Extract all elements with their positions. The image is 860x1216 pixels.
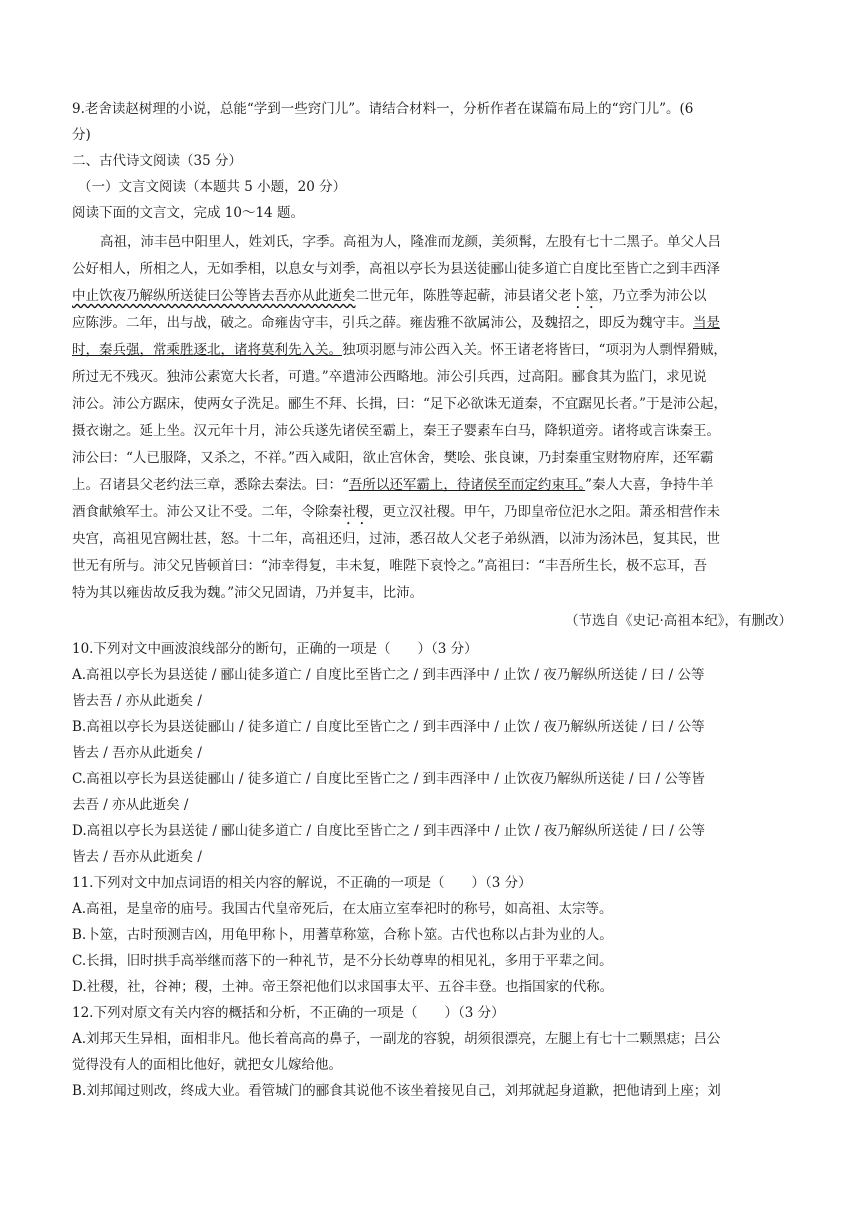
passage-source: （节选自《史记·高祖本纪》，有删改） xyxy=(564,613,792,629)
passage-line: 世无有所与。沛父兄皆顿首曰：“沛幸得复，丰未复，唯陛下哀怜之。”高祖曰：“丰吾所生长，极不忘耳，吾 xyxy=(72,558,707,574)
q9-line2: 分) xyxy=(72,127,91,143)
passage-line: 高祖，沛丰邑中阳里人，姓刘氏，字季。高祖为人，隆准而龙颜，美须髯，左股有七十二黑子。单父人吕 xyxy=(100,234,721,250)
option-c-cont: 去吾 / 亦从此逝矣 / xyxy=(72,797,189,813)
option-d: D.社稷，社，谷神；稷，土神。帝王祭祀他们以求国事太平、五谷丰登。也指国家的代称。 xyxy=(72,979,614,995)
dotted-term-sheji: 社稷 xyxy=(342,504,369,520)
question-stem: 12.下列对原文有关内容的概括和分析，不正确的一项是（ ）（3 分） xyxy=(72,1005,505,1021)
passage-line: 摄衣谢之。延上坐。汉元年十月，沛公兵遂先诸侯至霸上，秦王子婴素车白马，降轵道旁。诸将或言诛秦王。 xyxy=(72,423,720,439)
passage-text: ，更立汉社稷。甲午，乃即皇帝位汜水之阳。萧丞相营作未 xyxy=(369,504,720,520)
passage-text: 上。召诸县父老约法三章，悉除去秦法。曰：“ xyxy=(72,477,349,493)
underlined-text: 当是 xyxy=(693,315,720,331)
passage-text: 公好相人，所相之人，无如季相，以息女与刘季，高祖以亭长为县送徒郦山徒多道亡自度比至皆亡之到丰西泽 xyxy=(72,261,720,277)
passage-line: 沛公。沛公方踞床，使两女子洗足。郦生不拜、长揖，曰：“足下必欲诛无道秦，不宜踞见长者。”于是沛公起， xyxy=(72,396,728,412)
passage-line: 沛公曰：“人已服降，又杀之，不祥。”西入咸阳，欲止宫休舍，樊哙、张良谏，乃封秦重宝财物府库，还军霸 xyxy=(72,450,714,466)
question-stem: 10.下列对文中画波浪线部分的断句，正确的一项是（ ）（3 分） xyxy=(72,641,478,657)
passage-line xyxy=(72,499,792,528)
passage-text: ，乃立季为沛公以 xyxy=(598,288,707,304)
option-b-cont: 皆去 / 吾亦从此逝矣 / xyxy=(72,745,202,761)
passage-text: 二世元年，陈胜等起蕲，沛县诸父老 xyxy=(355,288,572,304)
passage-line xyxy=(72,283,792,312)
q9-line1: 9.老舍读赵树理的小说，总能“学到一些窍门儿”。请结合材料一，分析作者在谋篇布局上的“窍门儿”。(6 xyxy=(72,101,694,117)
passage-line xyxy=(72,337,792,363)
dotted-term-bushi: 卜筮 xyxy=(571,288,599,304)
section2-title: 二、古代诗文阅读（35 分） xyxy=(72,153,242,169)
option-b: B.高祖以亭长为县送徒郦山 / 徒多道亡 / 自度比至皆亡之 / 到丰西泽中 / 止饮 / 夜乃解纵所送徒 / 曰 / 公等 xyxy=(72,719,705,735)
passage-text: 应陈涉。二年，出与战，破之。命雍齿守丰，引兵之薛。雍齿雅不欲属沛公，及魏招之，即反为魏守丰。 xyxy=(72,315,693,331)
underlined-text: 吾所以还军霸上，待诸侯至而定约束耳。 xyxy=(348,477,586,493)
option-b: B.卜筮，古时预测吉凶，用龟甲称卜，用蓍草称筮，合称卜筮。古代也称以占卦为业的人。 xyxy=(72,927,613,943)
option-b: B.刘邦闻过则改，终成大业。看管城门的郦食其说他不该坐着接见自己，刘邦就起身道歉，把他请到上座；刘 xyxy=(72,1083,721,1099)
passage-line: 央宫，高祖见宫阙壮甚，怒。十二年，高祖还归，过沛，悉召故人父老子弟纵酒，以沛为汤沐邑，复其民，世 xyxy=(72,531,720,547)
section2-instructions: 阅读下面的文言文，完成 10～14 题。 xyxy=(72,205,304,221)
passage-text: ”秦人大喜，争持牛羊 xyxy=(585,477,714,493)
option-a-cont: 皆去吾 / 亦从此逝矣 / xyxy=(72,693,202,709)
option-d: D.高祖以亭长为县送徒 / 郦山徒多道亡 / 自度比至皆亡之 / 到丰西泽中 / 止饮 / 夜乃解纵所送徒 / 曰 / 公等 xyxy=(72,823,706,839)
passage-text: 酒食献飨军士。沛公又让不受。二年，令除秦 xyxy=(72,504,342,520)
passage-line xyxy=(72,310,792,336)
passage-text: 独项羽愿与沛公西入关。怀王诸老将皆曰，“项羽为人剽悍猾贼， xyxy=(342,342,727,358)
passage-line xyxy=(72,472,792,498)
section2-subtitle: （一）文言文阅读（本题共 5 小题，20 分） xyxy=(78,179,347,195)
question-stem: 11.下列对文中加点词语的相关内容的解说，不正确的一项是（ ）（3 分） xyxy=(72,875,532,891)
wavy-underlined-text: 中止饮夜乃解纵所送徒曰公等皆去吾亦从此逝矣 xyxy=(72,288,356,304)
option-a: A.刘邦天生异相，面相非凡。他长着高高的鼻子，一副龙的容貌，胡须很漂亮，左腿上有七十二颗黑痣；吕公 xyxy=(72,1031,721,1047)
passage-line xyxy=(72,256,792,282)
underlined-text: 时，秦兵强，常乘胜逐北，诸将莫利先入关。 xyxy=(72,342,342,358)
option-c: C.高祖以亭长为县送徒郦山 / 徒多道亡 / 自度比至皆亡之 / 到丰西泽中 / 止饮夜乃解纵所送徒 / 曰 / 公等皆 xyxy=(72,771,705,787)
passage-line: 特为其以雍齿故反我为魏。”沛父兄固请，乃并复丰，比沛。 xyxy=(72,585,424,601)
option-d-cont: 皆去 / 吾亦从此逝矣 / xyxy=(72,849,202,865)
option-a-cont: 觉得没有人的面相比他好，就把女儿嫁给他。 xyxy=(72,1057,342,1073)
option-a: A.高祖，是皇帝的庙号。我国古代皇帝死后，在太庙立室奉祀时的称号，如高祖、太宗等。 xyxy=(72,901,613,917)
option-c: C.长揖，旧时拱手高举继而落下的一种礼节，是不分长幼尊卑的相见礼，多用于平辈之间。 xyxy=(72,953,613,969)
option-a: A.高祖以亭长为县送徒 / 郦山徒多道亡 / 自度比至皆亡之 / 到丰西泽中 / 止饮 / 夜乃解纵所送徒 / 曰 / 公等 xyxy=(72,667,705,683)
passage-line: 所过无不残灭。独沛公素宽大长者，可遣。”卒遣沛公西略地。沛公引兵西，过高阳。郦食其为监门，求见说 xyxy=(72,369,707,385)
